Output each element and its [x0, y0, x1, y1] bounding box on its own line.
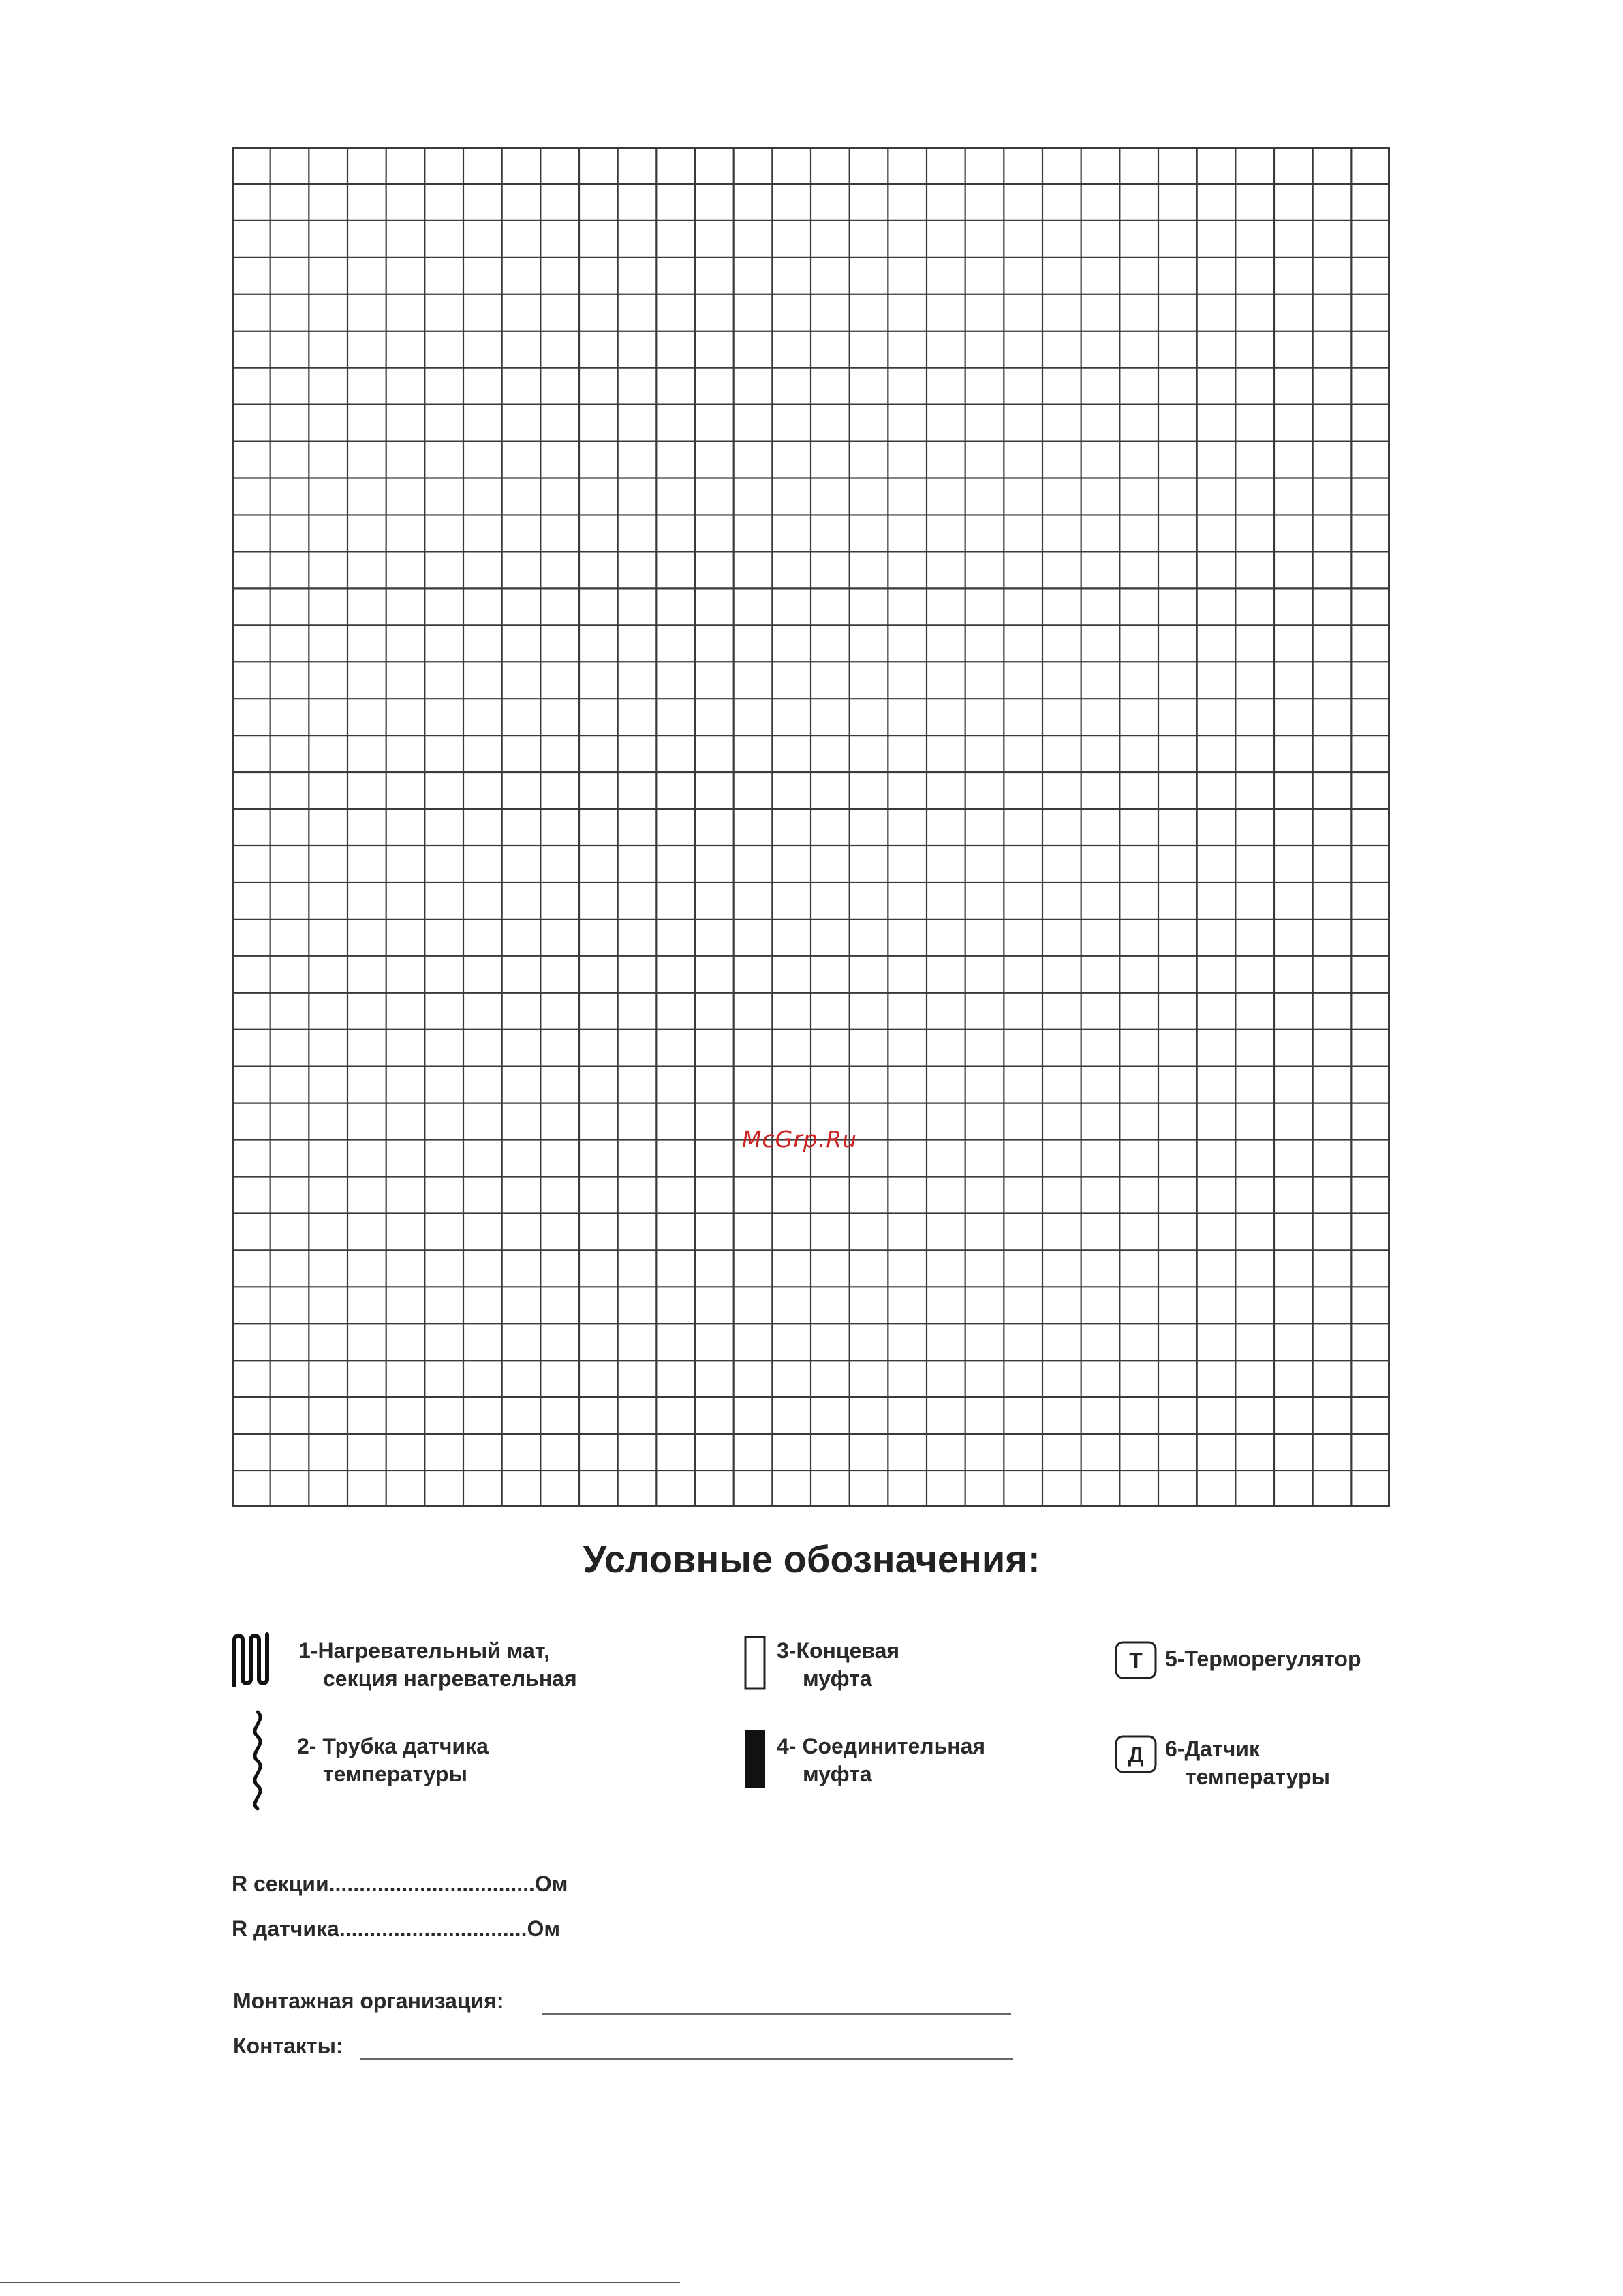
- legend-label-line2: муфта: [803, 1762, 872, 1786]
- sensor-tube-icon: [244, 1709, 271, 1811]
- heating-mat-icon: [230, 1632, 270, 1687]
- end-coupling-icon: [744, 1636, 767, 1692]
- legend-label-line1: 6-Датчик: [1165, 1736, 1260, 1761]
- legend-label-line2: секция нагревательная: [323, 1666, 577, 1691]
- temperature-sensor-badge: Д: [1128, 1743, 1144, 1767]
- legend-label-line2: температуры: [1186, 1764, 1330, 1789]
- footer-rule: [0, 2282, 680, 2283]
- r-section-field[interactable]: R секции..................................Ом: [232, 1871, 568, 1896]
- legend-label-end-coupling: [777, 1637, 899, 1693]
- grid-canvas: [232, 147, 1390, 1507]
- legend-label-line1: 1-Нагревательный мат,: [298, 1638, 550, 1663]
- layout-grid: [232, 147, 1390, 1507]
- legend-label-line1: 2- Трубка датчика: [297, 1734, 489, 1758]
- legend-label-line2: муфта: [803, 1666, 872, 1691]
- contacts-label: Контакты:: [233, 2034, 343, 2058]
- contacts-input-line[interactable]: [360, 2058, 1013, 2060]
- legend-label-thermostat: [1165, 1645, 1361, 1673]
- installer-label: Монтажная организация:: [233, 1989, 504, 2013]
- watermark: McGrp.Ru: [742, 1126, 858, 1152]
- legend-title: Условные обозначения:: [583, 1537, 1040, 1580]
- legend-label-heating-mat: [298, 1637, 577, 1693]
- legend-label-temperature-sensor: [1165, 1735, 1330, 1791]
- legend-label-sensor-tube: [297, 1732, 489, 1788]
- r-sensor-field[interactable]: R датчика...............................Ом: [232, 1916, 561, 1941]
- legend-label-line1: 5-Терморегулятор: [1165, 1647, 1361, 1671]
- thermostat-badge: Т: [1129, 1649, 1143, 1673]
- legend-label-line1: 4- Соединительная: [777, 1734, 986, 1758]
- temperature-sensor-icon: [1115, 1735, 1157, 1773]
- legend-label-line1: 3-Концевая: [777, 1638, 900, 1663]
- connecting-coupling-icon: [744, 1730, 767, 1788]
- installer-input-line[interactable]: [542, 2013, 1011, 2015]
- thermostat-icon: [1115, 1641, 1157, 1679]
- legend-label-connecting-coupling: [777, 1732, 985, 1788]
- legend-label-line2: температуры: [323, 1762, 467, 1786]
